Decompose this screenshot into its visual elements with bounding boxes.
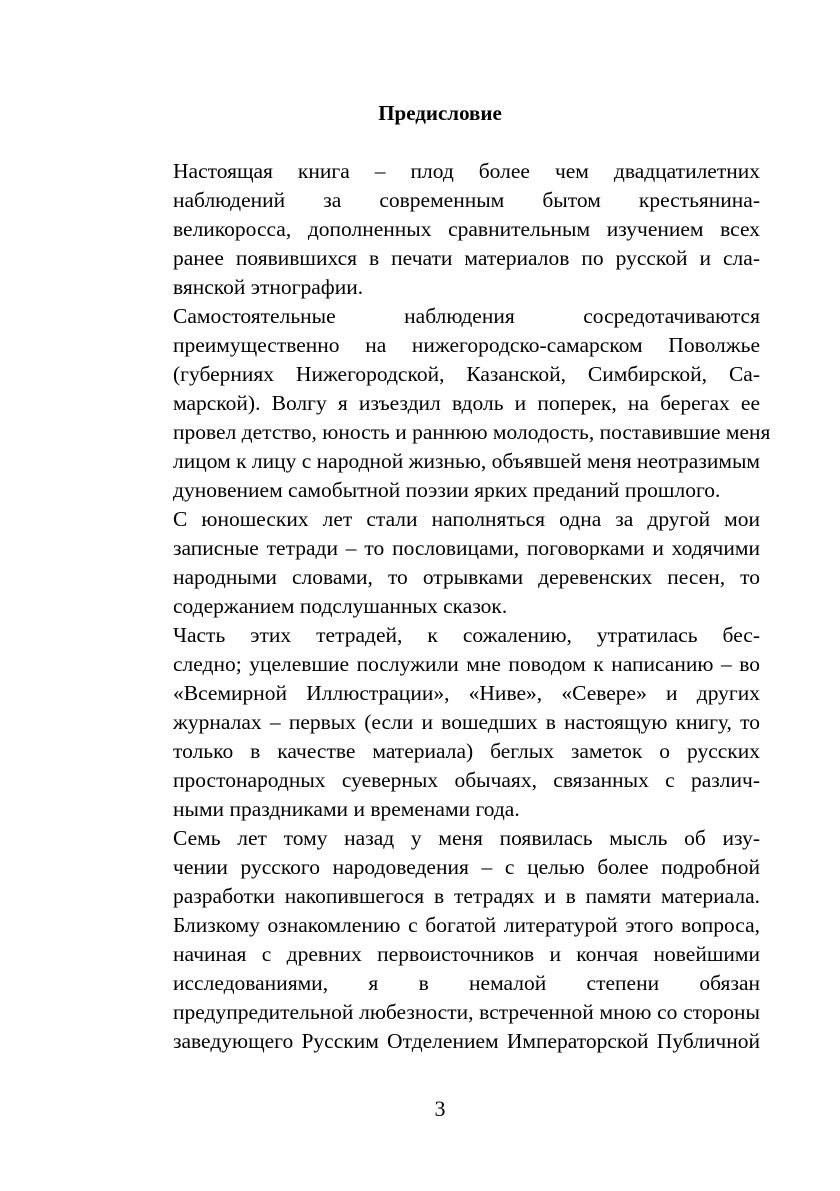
text-line: (губерниях Нижегородской, Казанской, Симбирской, Са- (173, 362, 760, 386)
text-line: наблюдений за современным бытом крестьянина- (173, 188, 760, 212)
text-line: начиная с древних первоисточников и кончая новейшими (173, 942, 760, 966)
text-line: С юношеских лет стали наполняться одна за другой мои (173, 507, 760, 531)
text-line: простонародных суеверных обычаях, связанных с различ- (173, 768, 760, 792)
text-line: Близкому ознакомлению с богатой литературой этого вопроса, (173, 913, 760, 937)
text-line: преимущественно на нижегородско-самарском Поволжье (173, 333, 760, 357)
paragraph (119, 302, 771, 505)
text-line: заведующего Русским Отделением Императорской Публичной (173, 1029, 760, 1053)
text-line: «Всемирной Иллюстрации», «Ниве», «Севере» и других (173, 681, 760, 705)
text-line: предупредительной любезности, встреченной мною со стороны (173, 1000, 760, 1024)
text-line: журналах – первых (если и вошедших в настоящую книгу, то (173, 710, 760, 734)
text-line: марской). Волгу я изъездил вдоль и поперек, на берегах ее (173, 391, 760, 415)
text-line: Настоящая книга – плод более чем двадцатилетних (173, 159, 760, 183)
text-line: Семь лет тому назад у меня появилась мысль об изу- (173, 826, 760, 850)
text-line: только в качестве материала) беглых заметок о русских (173, 739, 760, 763)
text-line: содержанием подслушанных сказок. (173, 594, 508, 618)
text-line: Часть этих тетрадей, к сожалению, утратилась бес- (173, 623, 760, 647)
text-line: провел детство, юность и раннюю молодость, поставившие меня (173, 420, 771, 444)
text-line: записные тетради – то пословицами, поговорками и ходячими (173, 536, 760, 560)
text-line: народными словами, то отрывками деревенских песен, то (173, 565, 760, 589)
text-line: Самостоятельные наблюдения сосредотачиваются (173, 304, 760, 328)
text-line: исследованиями, я в немалой степени обязан (173, 971, 760, 995)
text-line: чении русского народоведения – с целью более подробной (173, 855, 760, 879)
paragraph (119, 157, 760, 302)
paragraph (119, 505, 760, 621)
text-line: разработки накопившегося в тетрадях и в памяти материала. (173, 884, 760, 908)
text-line: ными праздниками и временами года. (173, 797, 520, 821)
text-line: следно; уцелевшие послужили мне поводом к написанию – во (173, 652, 760, 676)
text-line: вянской этнографии. (173, 275, 364, 299)
page-title: Предисловие (378, 101, 502, 125)
paragraph (119, 824, 760, 1056)
text-line: лицом к лицу с народной жизнью, объявшей меня неотразимым (173, 449, 760, 473)
body-text (119, 157, 771, 1056)
text-line: великоросса, дополненных сравнительным изучением всех (173, 217, 760, 241)
paragraph (119, 621, 760, 824)
page-number: 3 (434, 1096, 446, 1121)
text-line: дуновением самобытной поэзии ярких преданий прошлого. (173, 478, 721, 502)
text-line: ранее появившихся в печати материалов по русской и сла- (173, 246, 760, 270)
